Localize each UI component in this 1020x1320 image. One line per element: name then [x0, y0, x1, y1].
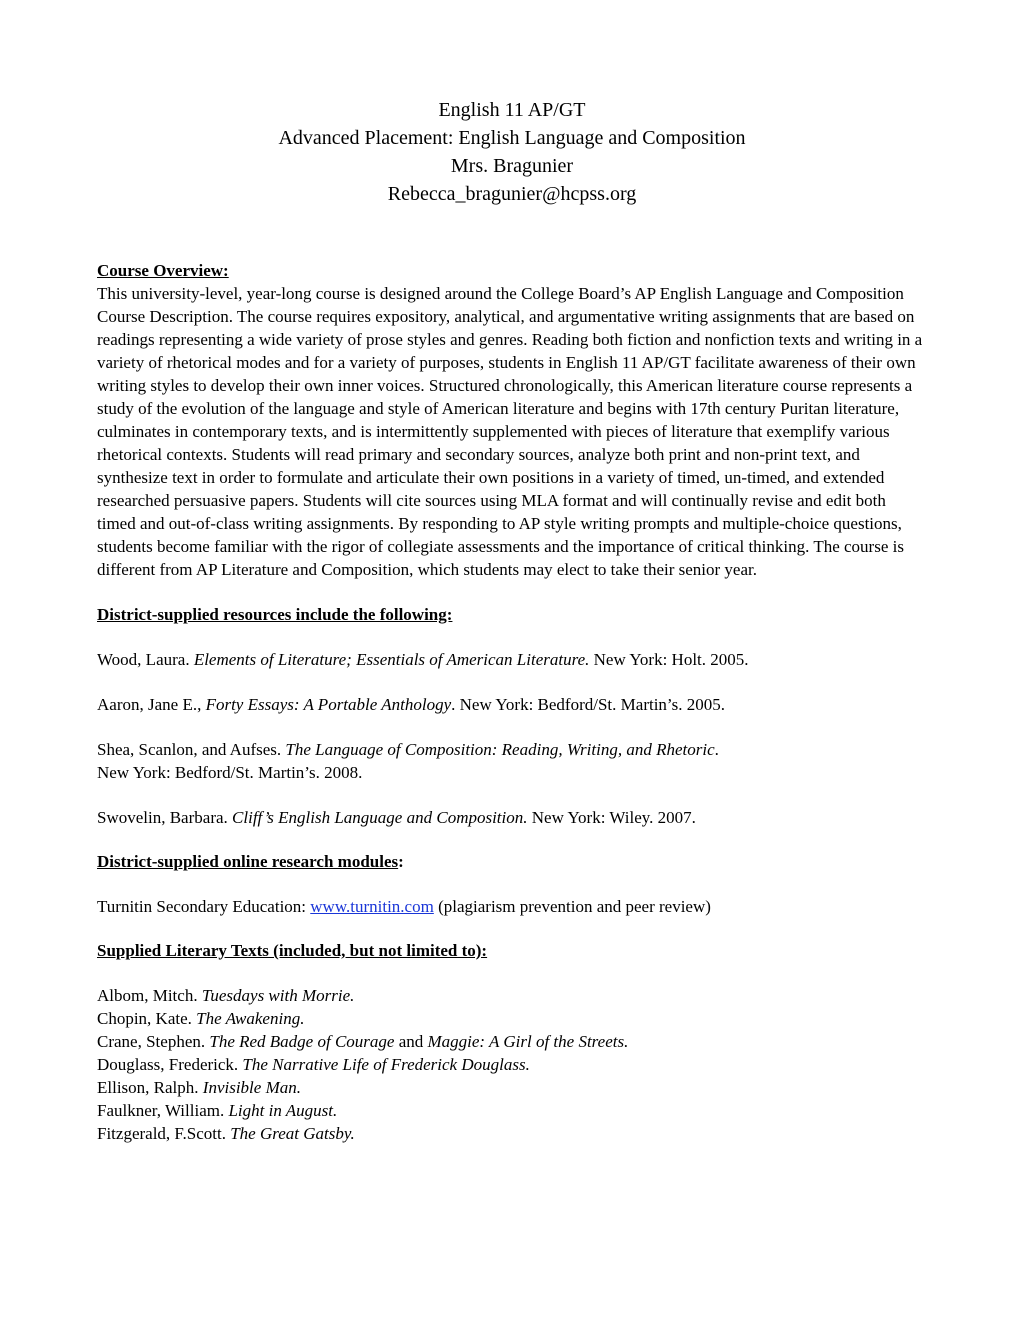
teacher-name: Mrs. Bragunier [450, 155, 574, 177]
text-item: Ellison, Ralph. Invisible Man. [97, 1078, 301, 1097]
text-item: Fitzgerald, F.Scott. The Great Gatsby. [97, 1124, 355, 1143]
text-item: Crane, Stephen. The Red Badge of Courage and Maggie: A Girl of the Streets. [97, 1032, 629, 1051]
resource-item: Aaron, Jane E., Forty Essays: A Portable Anthology. New York: Bedford/St. Martin’s. 2005. [97, 695, 726, 714]
document-page [97, 96, 927, 1145]
modules-heading: District-supplied online research modules: [97, 852, 404, 871]
course-title: English 11 AP/GT [438, 99, 586, 121]
text-item: Albom, Mitch. Tuesdays with Morrie. [97, 986, 355, 1005]
text-item: Faulkner, William. Light in August. [97, 1101, 338, 1120]
resource-item: Swovelin, Barbara. Cliff’s English Language and Composition. New York: Wiley. 2007. [97, 808, 696, 827]
resource-item: Wood, Laura. Elements of Literature; Essentials of American Literature. New York: Holt. 2005. [97, 650, 749, 669]
texts-heading: Supplied Literary Texts (included, but not limited to): [97, 941, 488, 960]
overview-paragraph: This university-level, year-long course is designed around the College Board’s AP English Language and Composition Course Description. The course requires expository, analytical, and argumentative writing assignments that are based on readings representing a wide variety of prose styles and genres. Reading both fiction and nonfiction texts and writing in a variety of rhetorical modes and for a variety of purposes, students in English 11 AP/GT facilitate awareness of their own writing styles to develop their own inner voices. Structured chronologically, this American literature course represents a study of the evolution of the language and style of American literature and begins with 17th century Puritan literature, culminates in contemporary texts, and is intermittently supplemented with pieces of literature that exemplify various rhetorical contexts. Students will read primary and secondary sources, analyze both print and non-print text, and synthesize text in order to formulate and articulate their own positions in a variety of timed, un-timed, and extended researched persuasive papers. Students will cite sources using MLA format and will continually revise and edit both timed and out-of-class writing assignments. By responding to AP style writing prompts and multiple-choice questions, students become familiar with the rigor of collegiate assessments and the importance of critical thinking. The course is different from AP Literature and Composition, which students may elect to take their senior year. [97, 284, 923, 579]
module-item: Turnitin Secondary Education: www.turnitin.com (plagiarism prevention and peer review) [97, 897, 711, 916]
document-header [97, 96, 927, 208]
resource-item-publisher: New York: Bedford/St. Martin’s. 2008. [97, 763, 363, 782]
resource-item: Shea, Scanlon, and Aufses. The Language of Composition: Reading, Writing, and Rhetoric. [97, 740, 719, 759]
overview-heading: Course Overview: [97, 261, 229, 280]
course-subtitle: Advanced Placement: English Language and Composition [278, 127, 746, 149]
text-item: Chopin, Kate. The Awakening. [97, 1009, 305, 1028]
resources-heading: District-supplied resources include the following: [97, 605, 453, 624]
text-item: Douglass, Frederick. The Narrative Life of Frederick Douglass. [97, 1055, 530, 1074]
turnitin-link[interactable]: www.turnitin.com [310, 897, 434, 916]
teacher-email: Rebecca_bragunier@hcpss.org [387, 183, 637, 205]
